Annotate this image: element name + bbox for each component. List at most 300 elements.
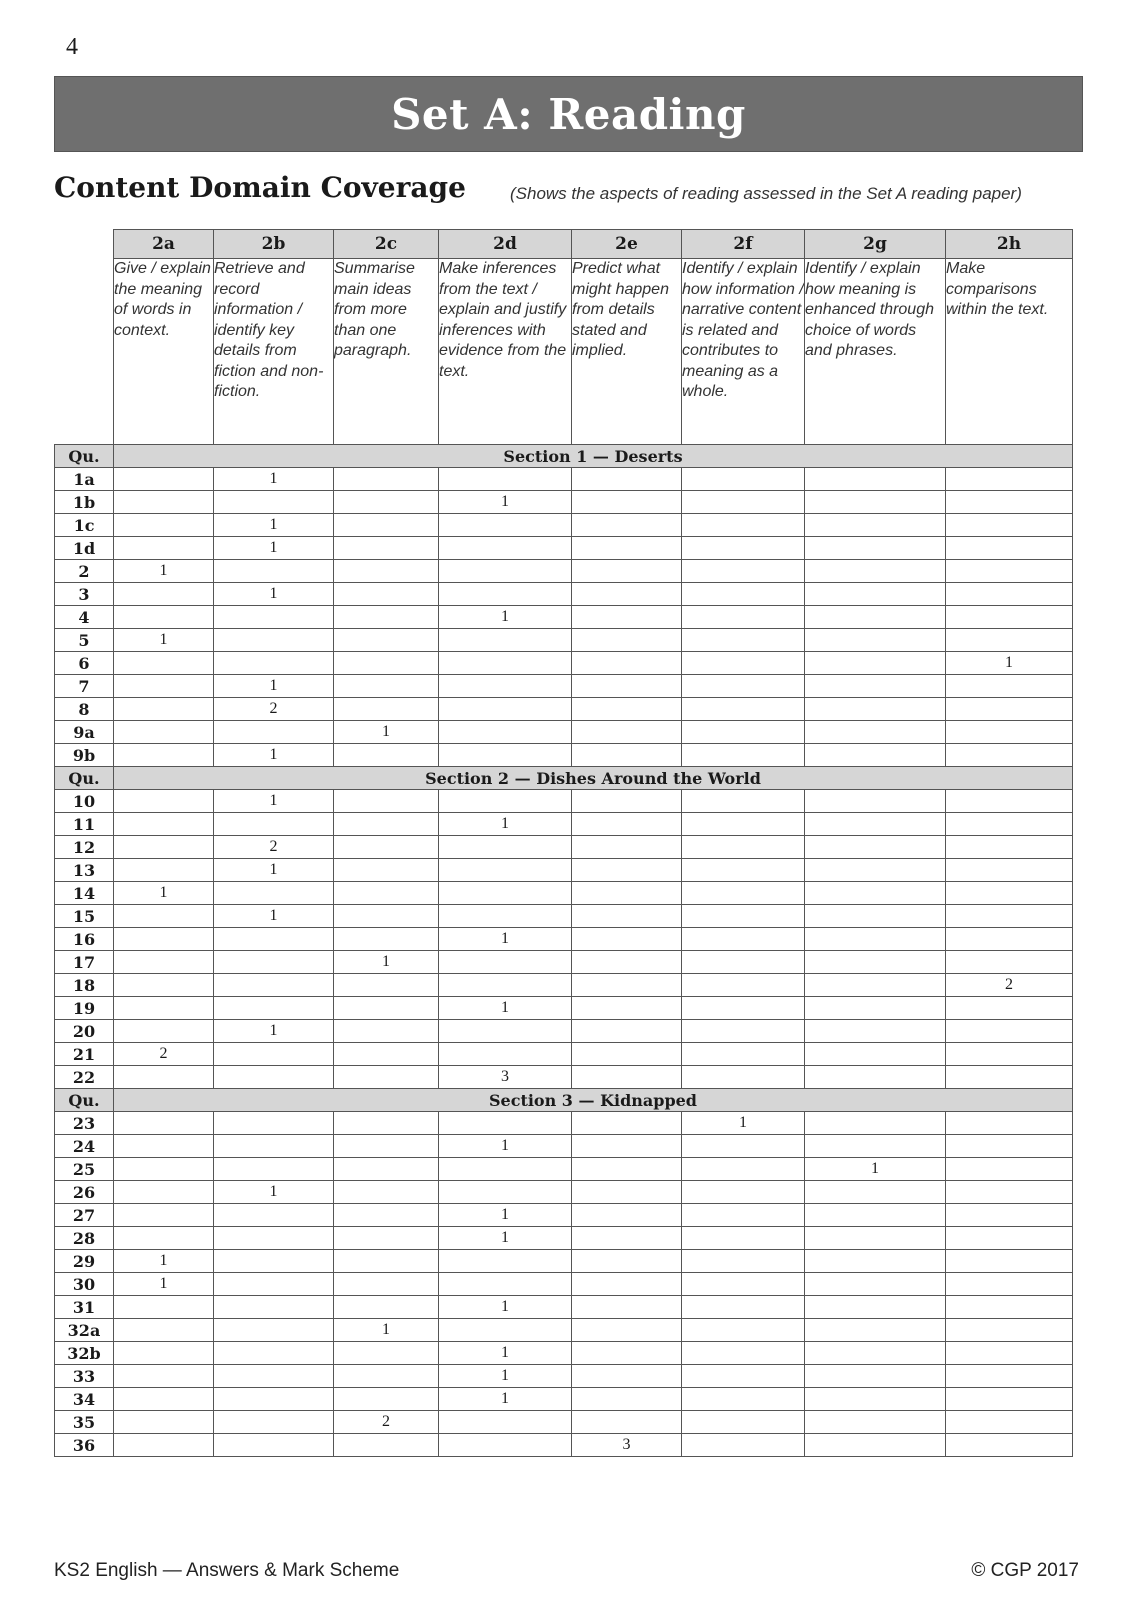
mark-cell-2f <box>682 882 805 905</box>
mark-cell-2e <box>572 836 682 859</box>
mark-cell-2g <box>805 1296 946 1319</box>
table-row <box>55 790 1073 813</box>
page-number: 4 <box>66 34 78 60</box>
mark-cell-2e <box>572 514 682 537</box>
question-number: 23 <box>55 1112 114 1135</box>
mark-cell-2b: 1 <box>214 1181 334 1204</box>
mark-cell-2c <box>334 1020 439 1043</box>
mark-cell-2c <box>334 1388 439 1411</box>
mark-cell-2b: 2 <box>214 836 334 859</box>
mark-cell-2h <box>946 813 1073 836</box>
mark-cell-2f <box>682 1434 805 1457</box>
mark-cell-2b <box>214 1066 334 1089</box>
mark-cell-2g <box>805 790 946 813</box>
mark-cell-2g <box>805 629 946 652</box>
domain-description-2g: Identify / explain how meaning is enhanced through choice of words and phrases. <box>805 259 946 445</box>
table-row <box>55 491 1073 514</box>
mark-cell-2a <box>114 606 214 629</box>
mark-cell-2g <box>805 951 946 974</box>
footer-left: KS2 English — Answers & Mark Scheme <box>54 1560 400 1581</box>
table-row <box>55 1020 1073 1043</box>
mark-cell-2f <box>682 675 805 698</box>
mark-cell-2c <box>334 491 439 514</box>
mark-cell-2b <box>214 629 334 652</box>
mark-cell-2b <box>214 1342 334 1365</box>
table-row <box>55 1066 1073 1089</box>
table-row <box>55 1273 1073 1296</box>
question-number: 8 <box>55 698 114 721</box>
mark-cell-2a <box>114 836 214 859</box>
mark-cell-2f <box>682 1388 805 1411</box>
table-row <box>55 698 1073 721</box>
mark-cell-2c <box>334 1365 439 1388</box>
mark-cell-2g <box>805 1227 946 1250</box>
mark-cell-2h <box>946 1411 1073 1434</box>
mark-cell-2a <box>114 537 214 560</box>
domain-description-2h: Make comparisons within the text. <box>946 259 1073 445</box>
mark-cell-2c <box>334 790 439 813</box>
mark-cell-2d <box>439 1112 572 1135</box>
mark-cell-2a <box>114 951 214 974</box>
mark-cell-2b: 1 <box>214 905 334 928</box>
table-row <box>55 1181 1073 1204</box>
mark-cell-2c: 2 <box>334 1411 439 1434</box>
mark-cell-2c <box>334 606 439 629</box>
mark-cell-2a <box>114 1135 214 1158</box>
mark-cell-2c <box>334 1434 439 1457</box>
mark-cell-2b: 1 <box>214 675 334 698</box>
mark-cell-2b <box>214 1204 334 1227</box>
domain-description-2c: Summarise main ideas from more than one paragraph. <box>334 259 439 445</box>
mark-cell-2f <box>682 629 805 652</box>
mark-cell-2c: 1 <box>334 721 439 744</box>
question-number: 30 <box>55 1273 114 1296</box>
mark-cell-2a <box>114 1434 214 1457</box>
mark-cell-2f <box>682 1273 805 1296</box>
mark-cell-2b <box>214 1043 334 1066</box>
mark-cell-2e <box>572 1250 682 1273</box>
mark-cell-2d <box>439 560 572 583</box>
mark-cell-2f <box>682 1250 805 1273</box>
mark-cell-2b <box>214 1227 334 1250</box>
table-row <box>55 951 1073 974</box>
mark-cell-2a <box>114 1342 214 1365</box>
mark-cell-2g <box>805 1273 946 1296</box>
mark-cell-2g <box>805 1250 946 1273</box>
mark-cell-2a <box>114 1158 214 1181</box>
mark-cell-2a: 2 <box>114 1043 214 1066</box>
mark-cell-2d <box>439 1434 572 1457</box>
mark-cell-2a <box>114 1365 214 1388</box>
table-row <box>55 1204 1073 1227</box>
mark-cell-2h <box>946 491 1073 514</box>
mark-cell-2d <box>439 882 572 905</box>
mark-cell-2f <box>682 468 805 491</box>
mark-cell-2g <box>805 537 946 560</box>
question-number: 20 <box>55 1020 114 1043</box>
mark-cell-2h <box>946 560 1073 583</box>
corner-blank <box>55 230 114 445</box>
mark-cell-2c <box>334 744 439 767</box>
mark-cell-2d: 1 <box>439 491 572 514</box>
mark-cell-2a <box>114 1296 214 1319</box>
domain-description-2d: Make inferences from the text / explain and justify inferences with evidence from the text. <box>439 259 572 445</box>
question-number: 34 <box>55 1388 114 1411</box>
mark-cell-2e <box>572 1319 682 1342</box>
question-number: 17 <box>55 951 114 974</box>
mark-cell-2h <box>946 675 1073 698</box>
section-header-row <box>55 767 1073 790</box>
mark-cell-2d: 1 <box>439 1135 572 1158</box>
mark-cell-2h <box>946 1388 1073 1411</box>
table-row <box>55 1135 1073 1158</box>
mark-cell-2b <box>214 974 334 997</box>
mark-cell-2d <box>439 583 572 606</box>
mark-cell-2f <box>682 744 805 767</box>
mark-cell-2a <box>114 1319 214 1342</box>
question-number: 12 <box>55 836 114 859</box>
mark-cell-2a <box>114 583 214 606</box>
mark-cell-2f <box>682 583 805 606</box>
table-row <box>55 859 1073 882</box>
mark-cell-2h <box>946 583 1073 606</box>
mark-cell-2b <box>214 560 334 583</box>
mark-cell-2h <box>946 629 1073 652</box>
mark-cell-2e <box>572 859 682 882</box>
question-number: 35 <box>55 1411 114 1434</box>
mark-cell-2b <box>214 1434 334 1457</box>
mark-cell-2c <box>334 974 439 997</box>
mark-cell-2f <box>682 997 805 1020</box>
table-row <box>55 675 1073 698</box>
mark-cell-2a <box>114 813 214 836</box>
mark-cell-2h <box>946 1043 1073 1066</box>
table-row <box>55 583 1073 606</box>
mark-cell-2a <box>114 1204 214 1227</box>
mark-cell-2h <box>946 1434 1073 1457</box>
mark-cell-2a <box>114 928 214 951</box>
mark-cell-2d: 1 <box>439 1365 572 1388</box>
mark-cell-2e <box>572 1135 682 1158</box>
mark-cell-2b <box>214 1250 334 1273</box>
mark-cell-2g <box>805 974 946 997</box>
mark-cell-2d: 1 <box>439 997 572 1020</box>
domain-code-2h: 2h <box>946 230 1073 259</box>
mark-cell-2f <box>682 698 805 721</box>
mark-cell-2a: 1 <box>114 629 214 652</box>
mark-cell-2h <box>946 1204 1073 1227</box>
mark-cell-2g <box>805 1135 946 1158</box>
mark-cell-2h: 1 <box>946 652 1073 675</box>
question-number: 9b <box>55 744 114 767</box>
mark-cell-2g <box>805 1342 946 1365</box>
mark-cell-2e <box>572 606 682 629</box>
mark-cell-2c <box>334 1181 439 1204</box>
table-row <box>55 1112 1073 1135</box>
question-number: 11 <box>55 813 114 836</box>
mark-cell-2b: 1 <box>214 583 334 606</box>
question-number: 1a <box>55 468 114 491</box>
mark-cell-2g <box>805 1434 946 1457</box>
mark-cell-2e <box>572 1158 682 1181</box>
mark-cell-2c <box>334 1296 439 1319</box>
table-row <box>55 1250 1073 1273</box>
table-row <box>55 1296 1073 1319</box>
mark-cell-2f <box>682 1204 805 1227</box>
mark-cell-2e <box>572 1204 682 1227</box>
table-row <box>55 905 1073 928</box>
question-number: 4 <box>55 606 114 629</box>
mark-cell-2a: 1 <box>114 1273 214 1296</box>
mark-cell-2d <box>439 1411 572 1434</box>
mark-cell-2a <box>114 790 214 813</box>
mark-cell-2f <box>682 1342 805 1365</box>
mark-cell-2d <box>439 951 572 974</box>
mark-cell-2a: 1 <box>114 1250 214 1273</box>
mark-cell-2c <box>334 882 439 905</box>
mark-cell-2h <box>946 928 1073 951</box>
mark-cell-2e <box>572 491 682 514</box>
mark-cell-2e <box>572 974 682 997</box>
mark-cell-2b: 1 <box>214 468 334 491</box>
table-row <box>55 1388 1073 1411</box>
mark-cell-2c <box>334 468 439 491</box>
table-row <box>55 1319 1073 1342</box>
mark-cell-2f <box>682 928 805 951</box>
mark-cell-2a <box>114 997 214 1020</box>
table-row <box>55 652 1073 675</box>
mark-cell-2b: 1 <box>214 1020 334 1043</box>
mark-cell-2d <box>439 721 572 744</box>
domain-description-2f: Identify / explain how information / narrative content is related and contributes to meaning as a whole. <box>682 259 805 445</box>
mark-cell-2b <box>214 928 334 951</box>
table-row <box>55 606 1073 629</box>
mark-cell-2f <box>682 1296 805 1319</box>
domain-description-row <box>55 259 1073 445</box>
mark-cell-2b: 1 <box>214 514 334 537</box>
mark-cell-2a <box>114 652 214 675</box>
table-row <box>55 928 1073 951</box>
mark-cell-2g <box>805 560 946 583</box>
mark-cell-2e <box>572 1043 682 1066</box>
domain-code-2g: 2g <box>805 230 946 259</box>
mark-cell-2c <box>334 652 439 675</box>
mark-cell-2d <box>439 1020 572 1043</box>
mark-cell-2a <box>114 468 214 491</box>
question-number: 24 <box>55 1135 114 1158</box>
mark-cell-2h <box>946 951 1073 974</box>
domain-code-2a: 2a <box>114 230 214 259</box>
qu-label: Qu. <box>55 445 114 468</box>
mark-cell-2f <box>682 1365 805 1388</box>
mark-cell-2h <box>946 1250 1073 1273</box>
mark-cell-2g <box>805 468 946 491</box>
mark-cell-2e <box>572 560 682 583</box>
section-title: Section 1 — Deserts <box>114 445 1073 468</box>
mark-cell-2a <box>114 905 214 928</box>
mark-cell-2d: 1 <box>439 606 572 629</box>
mark-cell-2c <box>334 537 439 560</box>
domain-description-2a: Give / explain the meaning of words in context. <box>114 259 214 445</box>
mark-cell-2b: 1 <box>214 790 334 813</box>
mark-cell-2c <box>334 905 439 928</box>
question-number: 31 <box>55 1296 114 1319</box>
mark-cell-2e <box>572 997 682 1020</box>
mark-cell-2a <box>114 1411 214 1434</box>
mark-cell-2h <box>946 606 1073 629</box>
mark-cell-2d <box>439 675 572 698</box>
table-row <box>55 1227 1073 1250</box>
domain-description-2b: Retrieve and record information / identify key details from fiction and non-fiction. <box>214 259 334 445</box>
mark-cell-2g <box>805 744 946 767</box>
table-row <box>55 836 1073 859</box>
mark-cell-2d: 1 <box>439 1296 572 1319</box>
question-number: 28 <box>55 1227 114 1250</box>
mark-cell-2e <box>572 813 682 836</box>
mark-cell-2f <box>682 905 805 928</box>
coverage-table <box>54 229 1073 1457</box>
question-number: 25 <box>55 1158 114 1181</box>
mark-cell-2d <box>439 744 572 767</box>
mark-cell-2d <box>439 836 572 859</box>
mark-cell-2c <box>334 1043 439 1066</box>
mark-cell-2g <box>805 1020 946 1043</box>
mark-cell-2d: 1 <box>439 813 572 836</box>
mark-cell-2g <box>805 813 946 836</box>
heading-subnote: (Shows the aspects of reading assessed in the Set A reading paper) <box>510 184 1022 203</box>
mark-cell-2d <box>439 905 572 928</box>
domain-code-2b: 2b <box>214 230 334 259</box>
mark-cell-2c <box>334 1227 439 1250</box>
mark-cell-2f <box>682 1319 805 1342</box>
mark-cell-2c <box>334 1204 439 1227</box>
question-number: 21 <box>55 1043 114 1066</box>
table-row <box>55 1342 1073 1365</box>
mark-cell-2a: 1 <box>114 560 214 583</box>
mark-cell-2a <box>114 514 214 537</box>
mark-cell-2g <box>805 1319 946 1342</box>
mark-cell-2b <box>214 1388 334 1411</box>
mark-cell-2e <box>572 905 682 928</box>
mark-cell-2d: 3 <box>439 1066 572 1089</box>
mark-cell-2f <box>682 721 805 744</box>
mark-cell-2f <box>682 1227 805 1250</box>
mark-cell-2a <box>114 1227 214 1250</box>
section-title: Section 3 — Kidnapped <box>114 1089 1073 1112</box>
mark-cell-2e <box>572 652 682 675</box>
mark-cell-2e <box>572 928 682 951</box>
mark-cell-2c <box>334 1112 439 1135</box>
mark-cell-2f <box>682 514 805 537</box>
mark-cell-2g <box>805 721 946 744</box>
mark-cell-2h <box>946 1158 1073 1181</box>
question-number: 29 <box>55 1250 114 1273</box>
mark-cell-2h <box>946 1365 1073 1388</box>
mark-cell-2b <box>214 1296 334 1319</box>
mark-cell-2g <box>805 514 946 537</box>
mark-cell-2h <box>946 1296 1073 1319</box>
table-row <box>55 744 1073 767</box>
mark-cell-2c <box>334 675 439 698</box>
mark-cell-2b <box>214 1319 334 1342</box>
mark-cell-2e <box>572 1342 682 1365</box>
mark-cell-2g <box>805 491 946 514</box>
mark-cell-2h <box>946 744 1073 767</box>
mark-cell-2c <box>334 1342 439 1365</box>
section-title: Section 2 — Dishes Around the World <box>114 767 1073 790</box>
mark-cell-2b <box>214 1411 334 1434</box>
mark-cell-2g <box>805 606 946 629</box>
question-number: 16 <box>55 928 114 951</box>
question-number: 1d <box>55 537 114 560</box>
mark-cell-2d <box>439 790 572 813</box>
mark-cell-2e <box>572 1112 682 1135</box>
table-row <box>55 997 1073 1020</box>
mark-cell-2g <box>805 997 946 1020</box>
mark-cell-2h <box>946 1112 1073 1135</box>
mark-cell-2g <box>805 859 946 882</box>
mark-cell-2e <box>572 537 682 560</box>
mark-cell-2d: 1 <box>439 1204 572 1227</box>
mark-cell-2h <box>946 1227 1073 1250</box>
qu-label: Qu. <box>55 1089 114 1112</box>
question-number: 1c <box>55 514 114 537</box>
question-number: 5 <box>55 629 114 652</box>
mark-cell-2e <box>572 1181 682 1204</box>
mark-cell-2g <box>805 1388 946 1411</box>
mark-cell-2d: 1 <box>439 1342 572 1365</box>
mark-cell-2b: 2 <box>214 698 334 721</box>
mark-cell-2a: 1 <box>114 882 214 905</box>
mark-cell-2g <box>805 1181 946 1204</box>
mark-cell-2h <box>946 1319 1073 1342</box>
mark-cell-2g <box>805 1204 946 1227</box>
mark-cell-2h <box>946 1020 1073 1043</box>
mark-cell-2h <box>946 698 1073 721</box>
mark-cell-2g <box>805 1411 946 1434</box>
table-row <box>55 514 1073 537</box>
mark-cell-2c <box>334 1273 439 1296</box>
mark-cell-2b <box>214 1273 334 1296</box>
mark-cell-2a <box>114 721 214 744</box>
question-number: 3 <box>55 583 114 606</box>
mark-cell-2f <box>682 1411 805 1434</box>
mark-cell-2a <box>114 698 214 721</box>
mark-cell-2e <box>572 1066 682 1089</box>
mark-cell-2e <box>572 951 682 974</box>
mark-cell-2a <box>114 1112 214 1135</box>
mark-cell-2e <box>572 583 682 606</box>
question-number: 26 <box>55 1181 114 1204</box>
mark-cell-2d <box>439 1319 572 1342</box>
mark-cell-2g <box>805 1365 946 1388</box>
mark-cell-2a <box>114 1020 214 1043</box>
mark-cell-2a <box>114 1388 214 1411</box>
domain-description-2e: Predict what might happen from details stated and implied. <box>572 259 682 445</box>
mark-cell-2b <box>214 1158 334 1181</box>
mark-cell-2g <box>805 652 946 675</box>
table-row <box>55 629 1073 652</box>
mark-cell-2c <box>334 560 439 583</box>
question-number: 1b <box>55 491 114 514</box>
mark-cell-2c <box>334 629 439 652</box>
mark-cell-2e <box>572 1227 682 1250</box>
mark-cell-2f <box>682 1020 805 1043</box>
mark-cell-2c <box>334 813 439 836</box>
mark-cell-2h <box>946 859 1073 882</box>
question-number: 19 <box>55 997 114 1020</box>
domain-code-2f: 2f <box>682 230 805 259</box>
